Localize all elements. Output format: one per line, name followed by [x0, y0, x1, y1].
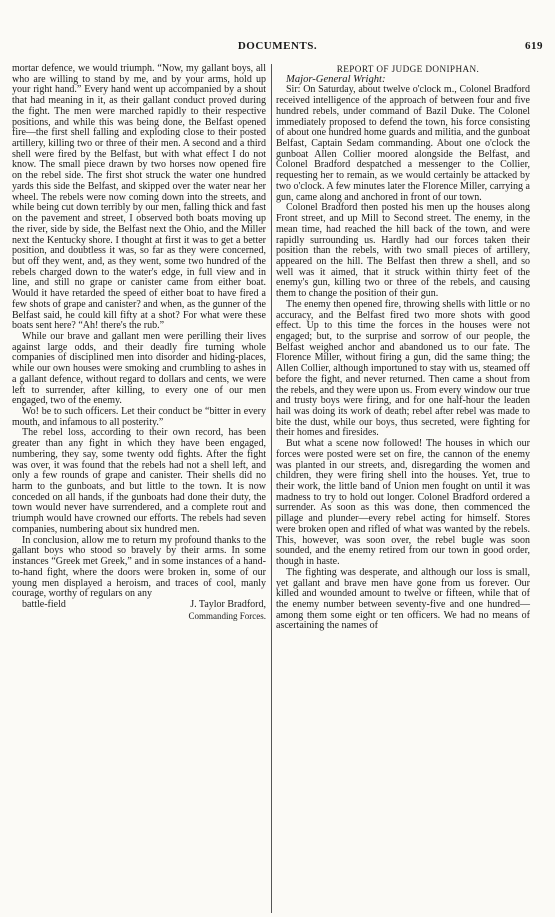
report-heading: REPORT OF JUDGE DONIPHAN. — [336, 64, 480, 74]
paragraph: The rebel loss, according to their own record, has been greater than any fight in which they have been engaged, numbering, they say, some twenty odd fights. After the fight was over, it was found that the rebels had not a shell left, and only a few rounds of grape and canister. Their shells did no harm to the gunboats, and but little to the town. It is now conceded on all hands, if the gunboats had done their duty, the town would never have surrendered, and a complete rout and triumph would have crowned our efforts. The rebels had seven companies, numbering about six hundred men. — [12, 427, 266, 535]
two-column-body — [12, 64, 543, 913]
paragraph: mortar defence, we would triumph. “Now, my gallant boys, all who are willing to stand by me, and by your arms, hold up your right hand.” Every hand went up accompanied by a shout that had meaning in it, as their gallant conduct proved during the fight. The men were marched rapidly to their respective positions, and while this was being done, the Belfast opened fire—the first shell falling and exploding close to their posted artillery, killing two or three of their men. A second and a third shell were fired by the Belfast, but with what effect I do not know. The small piece drawn by two horses now opened fire on the rebel side. The first shot struck the water one hundred yards this side the Belfast, and skipped over the water near her wheel. The rebels were now coming down into the streets, and while being cut down terribly by our men, falling thick and fast on the pavement and street, I observed both boats moving up the river, side by side, the Belfast next the Ohio, and the Miller next the Kentucky shore. I thought at first it was to get a better position, and doubtless it was, so far as they were concerned, but off they went, and, as they went, some two hundred of the rebels charged down to the water's edge, in full view and in line, and still no grape or canister came from either boat. Would it have retarded the speed of either boat to have fired a few shots of grape and canister? and when, as the gunner of the Belfast said, he could kill fifty at a shot? For what were these boats sent here? “Ah! there's the rub.” — [12, 63, 266, 332]
left-column — [12, 64, 266, 621]
paragraph: While our brave and gallant men were perilling their lives against large odds, and their deadly fire turning whole companies of disciplined men into disorder and hiding-places, while our own houses were smoking and crumbling to ashes in a gallant defence, without regard to dollars and cents, we were left to surrender, after killing, to every one of our men engaged, two of the enemy. — [12, 330, 266, 407]
signoff-name: J. Taylor Bradford, — [190, 598, 266, 610]
addressee: Major-General Wright: — [286, 73, 386, 85]
signoff-title: Commanding Forces. — [188, 610, 266, 621]
paragraph: Sir: On Saturday, about twelve o'clock m., Colonel Bradford received intelligence of the approach of between four and five hundred rebels, under command of Bazil Duke. The Colonel immediately proposed to defend the town, his force consisting of about one hundred home guards and militia, and the gunboat Belfast, Captain Sedam commanding. About one o'clock the gunboat Allen Collier moored alongside the Belfast, and Colonel Bradford despatched a messenger to the Collier, requesting her to remain, as we would certainly be attacked by two o'clock. A few minutes later the Florence Miller, carrying a gun, came along and anchored in front of our town. — [276, 84, 530, 203]
paragraph: But what a scene now followed! The houses in which our forces were posted were set on fire, the cannon of the enemy was planted in our streets, and, disregarding the women and children, they were firing shell into the houses. Yet, true to their work, the little band of Union men fought on until it was madness to try to hold out longer. Colonel Bradford ordered a surrender. As soon as this was done, then commenced the pillage and plunder—every rebel acting for himself. Stores were broken open and rifled of what was wanted by the rebels. This, however, was soon over, the rebel bugle was soon sounded, and the enemy retired from our town in good order, though in haste. — [276, 438, 530, 568]
paragraph: In conclusion, allow me to return my profound thanks to the gallant boys who stood so bravely by their arms. In some instances “Greek met Greek,” and in some instances of a hand-to-hand fight, where the doors were broken in, some of our young men displayed a heroism, and traces of cool, manly courage, worthy of regulars on any — [12, 534, 266, 600]
paragraph: The enemy then opened fire, throwing shells with little or no accuracy, and the Belfast fired two more shots with good effect. Up to this time the forces in the houses were not engaged; but, to the surprise and sorrow of our people, the Belfast weighed anchor and abandoned us to our fate. The Florence Miller, without firing a gun, did the same thing; the Allen Collier, although importuned to stay with us, steamed off before the fight, and never returned. Then came a shout from the rebels, and they were upon us. From every window our true and trusty boys were firing, and for one half-hour the leaden hail was doing its work of death; rebel after rebel was made to bite the dust, while our boys, thus secreted, were fighting for their homes and firesides. — [276, 298, 530, 439]
header-title: DOCUMENTS. — [237, 40, 318, 52]
running-header — [12, 40, 543, 58]
paragraph: Wo! be to such officers. Let their conduct be “bitter in every mouth, and infamous to all posterity.” — [12, 406, 266, 428]
paragraph: The fighting was desperate, and although our loss is small, yet gallant and brave men have gone from us forever. Our killed and wounded amount to twelve or fifteen, while that of the enemy number between seventy-five and one hundred—among them some eight or ten officers. We had no means of ascertaining the names of — [276, 566, 530, 632]
signoff-line — [12, 600, 266, 611]
paragraph: Colonel Bradford then posted his men up the houses along Front street, and up Mill to Second street. The enemy, in the mean time, had reached the hill back of the town, and were rapidly surrounding us. Hardly had our forces taken their position than the rebels, with two small pieces of artillery, appeared on the hill. The Belfast then threw a shell, and so well was it aimed, that it struck within thirty feet of the enemy's gun, killing two or three of the rebels, and causing them to change the position of their gun. — [276, 202, 530, 300]
signoff-place: battle-field — [22, 598, 66, 610]
right-column — [276, 64, 530, 632]
column-divider — [271, 64, 272, 913]
page-number: 619 — [525, 40, 543, 52]
